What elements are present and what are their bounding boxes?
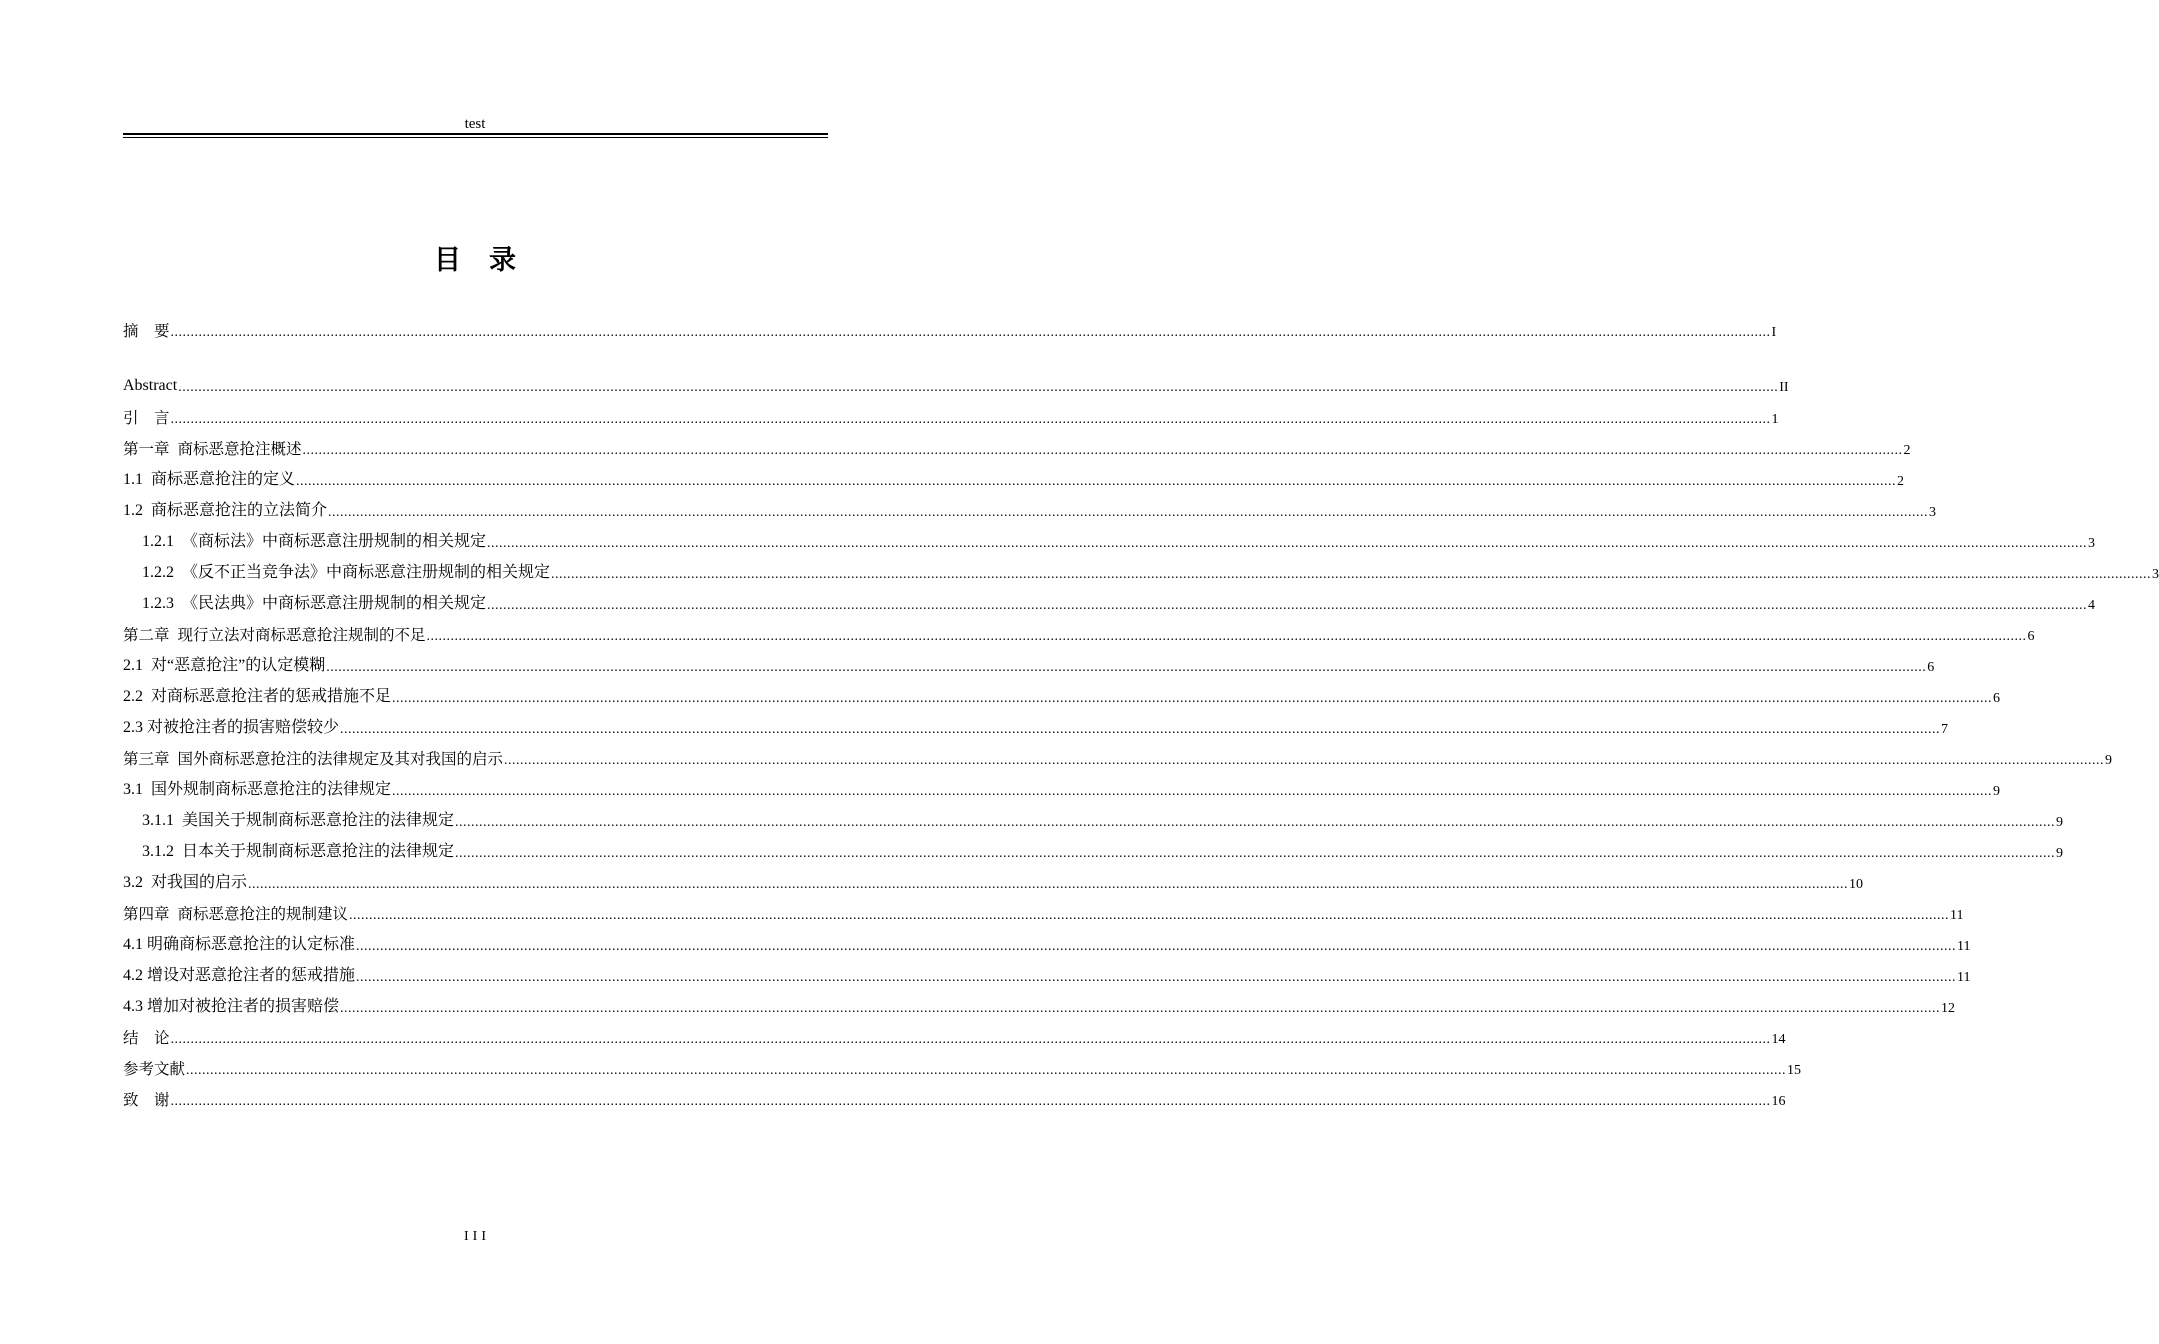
toc-leader-dots: ................................................................................................................................................................................................................................................................................................................................................................................................................ [170,1032,1771,1047]
toc-leader-dots: ................................................................................................................................................................................................................................................................................................................................................................................................................ [248,877,1849,892]
toc-entry-page: 3 [1929,505,1937,520]
toc-entry-label [123,934,355,956]
toc-entry-label [142,531,486,553]
toc-entry[interactable] [123,748,2113,770]
toc-entry[interactable] [123,1089,1786,1111]
toc-entry-label [142,841,454,863]
toc-entry-number: 1.2.3 [142,595,174,612]
toc-entry-label [142,810,454,832]
toc-entry-page: 9 [2056,846,2064,861]
toc-entry-number: 3.1.2 [142,843,174,860]
toc-entry-text: 对商标恶意抢注者的惩戒措施不足 [151,688,392,705]
toc-leader-dots: ................................................................................................................................................................................................................................................................................................................................................................................................................ [426,629,2027,644]
toc-entry-number: 3.2 [123,874,143,891]
toc-entry-text: 国外规制商标恶意抢注的法律规定 [151,781,392,798]
page-number: III [464,1229,490,1244]
toc-entry-label [123,320,170,342]
toc-entry[interactable] [123,407,1779,429]
running-header: test [464,116,486,132]
toc-entry-text: 4.3 增加对被抢注者的损害赔偿 [123,998,340,1015]
toc-entry-page: 9 [2056,815,2064,830]
toc-entry-text: 日本关于规制商标恶意抢注的法律规定 [182,843,455,860]
toc-leader-dots: ................................................................................................................................................................................................................................................................................................................................................................................................................ [455,846,2056,861]
toc-entry-label [123,624,426,646]
toc-entry-page: 9 [2105,753,2113,768]
toc-leader-dots: ................................................................................................................................................................................................................................................................................................................................................................................................................ [326,660,1927,675]
toc-entry[interactable] [123,624,2035,646]
toc-leader-dots: ................................................................................................................................................................................................................................................................................................................................................................................................................ [170,412,1771,427]
toc-entry[interactable] [123,655,1935,677]
toc-entry[interactable] [142,562,2159,584]
toc-entry-text: 商标恶意抢注的定义 [151,471,296,488]
toc-entry-page: 2 [1903,443,1911,458]
toc-entry[interactable] [123,1027,1786,1049]
toc-entry-page: 1 [1771,412,1779,427]
toc-entry-text: 美国关于规制商标恶意抢注的法律规定 [182,812,455,829]
toc-entry-text: 《商标法》中商标恶意注册规制的相关规定 [182,533,487,550]
toc-entry-label [123,779,391,801]
toc-entry-text: 商标恶意抢注的立法简介 [151,502,328,519]
toc-entry[interactable] [123,375,1789,397]
toc-entry[interactable] [123,320,1777,342]
toc-leader-dots: ................................................................................................................................................................................................................................................................................................................................................................................................................ [455,815,2056,830]
toc-entry-number: 第二章 [123,626,170,644]
toc-entry[interactable] [123,438,1911,460]
toc-entry[interactable] [123,934,1971,956]
toc-leader-dots: ................................................................................................................................................................................................................................................................................................................................................................................................................ [170,325,1771,340]
toc-entry-label [123,375,177,397]
toc-entry-label [123,1027,170,1049]
toc-entry[interactable] [123,500,1937,522]
toc-entry-text: 《反不正当竞争法》中商标恶意注册规制的相关规定 [182,564,551,581]
toc-entry-label [123,438,302,460]
toc-leader-dots: ................................................................................................................................................................................................................................................................................................................................................................................................................ [487,536,2088,551]
toc-leader-dots: ................................................................................................................................................................................................................................................................................................................................................................................................................ [302,443,1903,458]
toc-leader-dots: ................................................................................................................................................................................................................................................................................................................................................................................................................ [186,1063,1787,1078]
toc-entry-label [123,407,170,429]
toc-leader-dots: ................................................................................................................................................................................................................................................................................................................................................................................................................ [178,380,1779,395]
toc-entry-number: 3.1 [123,781,143,798]
toc-entry-text: 4.2 增设对恶意抢注者的惩戒措施 [123,967,356,984]
toc-entry-text: 致 谢 [123,1091,170,1109]
toc-entry-label [123,748,503,770]
toc-leader-dots: ................................................................................................................................................................................................................................................................................................................................................................................................................ [340,1001,1941,1016]
toc-entry[interactable] [142,531,2096,553]
toc-entry[interactable] [142,593,2096,615]
toc-entry-page: 11 [1957,939,1971,954]
toc-entry-text: 对我国的启示 [151,874,248,891]
toc-entry-page: 2 [1897,474,1905,489]
table-of-contents [123,0,2159,1200]
toc-entry-number: 1.2.2 [142,564,174,581]
toc-entry[interactable] [123,469,1905,491]
toc-entry-number: 第四章 [123,905,170,923]
toc-leader-dots: ................................................................................................................................................................................................................................................................................................................................................................................................................ [170,1094,1771,1109]
toc-entry-text: 结 论 [123,1029,170,1047]
toc-leader-dots: ................................................................................................................................................................................................................................................................................................................................................................................................................ [504,753,2105,768]
toc-entry[interactable] [123,965,1971,987]
toc-entry-label [142,562,550,584]
toc-entry-text: 商标恶意抢注的规制建议 [177,905,349,923]
toc-entry[interactable] [123,872,1864,894]
toc-entry-label [123,717,339,739]
toc-entry-label [123,1058,185,1080]
toc-entry-page: I [1771,325,1777,340]
toc-entry-label [123,872,247,894]
toc-entry-page: 6 [1927,660,1935,675]
toc-entry[interactable] [142,810,2064,832]
toc-entry-label [123,996,339,1018]
toc-entry-text: 参考文献 [123,1060,186,1078]
toc-entry-text: 摘 要 [123,322,170,340]
toc-entry-text: 《民法典》中商标恶意注册规制的相关规定 [182,595,487,612]
toc-entry-number: 1.2.1 [142,533,174,550]
toc-entry-text: Abstract [123,377,178,394]
toc-leader-dots: ................................................................................................................................................................................................................................................................................................................................................................................................................ [328,505,1929,520]
toc-leader-dots: ................................................................................................................................................................................................................................................................................................................................................................................................................ [356,970,1957,985]
toc-leader-dots: ................................................................................................................................................................................................................................................................................................................................................................................................................ [340,722,1941,737]
toc-entry[interactable] [123,717,1949,739]
toc-leader-dots: ................................................................................................................................................................................................................................................................................................................................................................................................................ [349,908,1950,923]
toc-entry-number: 1.2 [123,502,143,519]
toc-entry-number: 1.1 [123,471,143,488]
toc-entry-text: 国外商标恶意抢注的法律规定及其对我国的启示 [177,750,504,768]
toc-entry-text: 现行立法对商标恶意抢注规制的不足 [177,626,426,644]
toc-entry-page: 4 [2088,598,2096,613]
toc-entry-label [142,593,486,615]
toc-entry-label [123,903,348,925]
toc-entry-text: 4.1 明确商标恶意抢注的认定标准 [123,936,356,953]
toc-entry-number: 2.1 [123,657,143,674]
toc-entry-page: 9 [1993,784,2001,799]
toc-entry-text: 对“恶意抢注”的认定模糊 [151,657,326,674]
toc-entry-page: 11 [1950,908,1964,923]
toc-entry-text: 2.3 对被抢注者的损害赔偿较少 [123,719,340,736]
toc-entry-page: 16 [1771,1094,1786,1109]
toc-entry-page: 11 [1957,970,1971,985]
toc-leader-dots: ................................................................................................................................................................................................................................................................................................................................................................................................................ [551,567,2152,582]
toc-entry-page: 12 [1941,1001,1956,1016]
toc-entry-label [123,655,325,677]
toc-leader-dots: ................................................................................................................................................................................................................................................................................................................................................................................................................ [392,691,1993,706]
toc-entry-page: II [1779,380,1789,395]
toc-leader-dots: ................................................................................................................................................................................................................................................................................................................................................................................................................ [296,474,1897,489]
toc-leader-dots: ................................................................................................................................................................................................................................................................................................................................................................................................................ [392,784,1993,799]
toc-entry-number: 2.2 [123,688,143,705]
toc-entry-text: 引 言 [123,409,170,427]
toc-entry[interactable] [123,903,1964,925]
toc-entry-page: 10 [1849,877,1864,892]
toc-entry-page: 3 [2152,567,2159,582]
toc-leader-dots: ................................................................................................................................................................................................................................................................................................................................................................................................................ [356,939,1957,954]
toc-entry-number: 第一章 [123,440,170,458]
toc-entry-number: 3.1.1 [142,812,174,829]
toc-entry-page: 15 [1787,1063,1802,1078]
toc-entry-label [123,686,391,708]
toc-entry-page: 7 [1941,722,1949,737]
toc-entry-label [123,1089,170,1111]
toc-entry-label [123,965,355,987]
toc-entry-number: 第三章 [123,750,170,768]
toc-entry-page: 14 [1771,1032,1786,1047]
toc-entry-label [123,500,327,522]
toc-entry[interactable] [123,779,2001,801]
toc-entry[interactable] [123,996,1956,1018]
toc-leader-dots: ................................................................................................................................................................................................................................................................................................................................................................................................................ [487,598,2088,613]
toc-entry[interactable] [142,841,2064,863]
toc-entry-text: 商标恶意抢注概述 [177,440,302,458]
toc-entry-page: 3 [2088,536,2096,551]
toc-title: 目录 [434,245,544,276]
toc-entry[interactable] [123,1058,1802,1080]
toc-entry[interactable] [123,686,2001,708]
toc-entry-label [123,469,295,491]
toc-entry-page: 6 [1993,691,2001,706]
toc-entry-page: 6 [2027,629,2035,644]
